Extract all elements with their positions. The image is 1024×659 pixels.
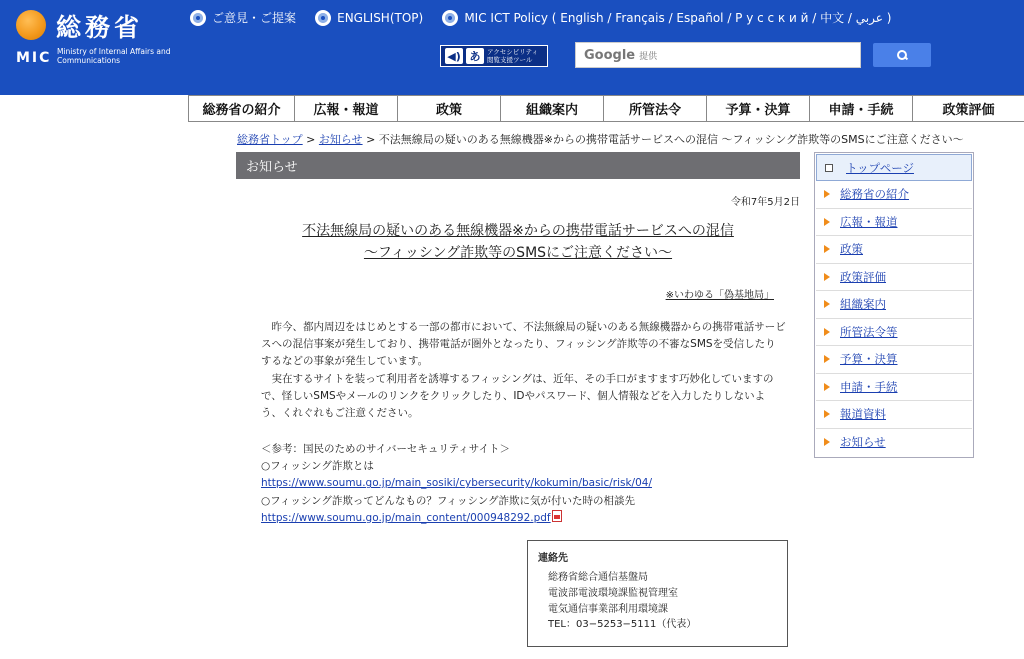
hiragana-a-icon: あ [466,48,484,64]
sidebar-item-evaluation[interactable] [816,264,972,292]
arrow-right-icon [824,300,830,308]
sidebar-item-label: 予算・決算 [840,352,898,367]
contact-line: 総務省総合通信基盤局 [548,572,648,583]
arrow-right-icon [824,328,830,336]
pdf-icon [552,510,562,522]
reference-heading: ＜参考：国民のためのサイバーセキュリティサイト＞ [261,443,511,455]
sidebar-item-label: お知らせ [840,435,886,450]
sidebar-item-about[interactable] [816,181,972,209]
sidebar-item-label: 所管法令等 [840,324,898,339]
nav-item-policy[interactable]: 政策 [397,96,500,121]
reference-link-phishing[interactable]: https://www.soumu.go.jp/main_sosiki/cybersecurity/kokumin/basic/risk/04/ [261,477,652,490]
sidebar-item-news[interactable] [816,429,972,457]
accessibility-tool-button[interactable] [440,45,548,67]
breadcrumb-news-link[interactable]: お知らせ [318,133,363,146]
breadcrumb-home-link[interactable]: 総務省トップ [237,133,303,146]
nav-item-laws[interactable]: 所管法令 [603,96,706,121]
sidebar-item-label: 広報・報道 [840,214,898,229]
opinion-link-label: ご意見・ご提案 [212,11,297,25]
sidebar-item-applications[interactable] [816,374,972,402]
site-header [0,0,1024,95]
sidebar-item-label: 組織案内 [840,297,886,312]
logo-abbr: MIC [16,50,52,66]
nav-item-evaluation[interactable]: 政策評価 [912,96,1024,121]
radio-bullet-icon [315,10,331,26]
arrow-right-icon [824,438,830,446]
ict-policy-link[interactable] [442,9,891,26]
reference-section [261,441,801,527]
search-placeholder: 提供 [639,51,658,62]
arrow-right-icon [824,218,830,226]
arrow-right-icon [824,410,830,418]
sidebar-item-label: 総務省の紹介 [840,187,909,202]
body-paragraph: 昨今、都内周辺をはじめとする一部の都市において、不法無線局の疑いのある無線機器からの携帯電話サービスへの混信事案が発生しており、携帯電話が圏外となったり、フィッシング詐欺等の不審なSMSを受信したりするなどの事象が発生しています。 [261,321,786,368]
arrow-right-icon [824,273,830,281]
fake-base-station-note: ※いわゆる「偽基地局」 [665,290,774,301]
contact-heading: 連絡先 [538,553,568,564]
accessibility-tool-line1: アクセシビリティ [487,48,539,56]
reference-label: ○フィッシング詐欺とは [261,460,374,473]
search-icon [897,50,908,61]
page-title [236,220,800,264]
sidebar-item-label: 政策 [840,242,863,257]
arrow-right-icon [824,190,830,198]
sidebar-item-policy[interactable] [816,236,972,264]
sidebar-item-top[interactable] [816,154,972,181]
breadcrumb-separator: > [306,133,316,146]
ict-policy-link-label: MIC ICT Policy ( English / Français / Español / Р у с с к и й / 中文 / عربي ) [464,11,892,25]
section-heading: お知らせ [236,152,800,179]
accessibility-tool-label [487,48,538,64]
google-brand-label: Google [584,47,636,63]
publish-date: 令和7年5月2日 [730,197,800,208]
breadcrumb-current: 不法無線局の疑いのある無線機器※からの携帯電話サービスへの混信 〜フィッシング詐欺等のSMSにご注意ください〜 [378,133,964,146]
sidebar-item-budget[interactable] [816,346,972,374]
radio-bullet-icon [190,10,206,26]
breadcrumb-separator: > [366,133,376,146]
contact-line: 電波部電波環境課監視管理室 [548,587,678,599]
sidebar-item-label: 政策評価 [840,269,886,284]
opinion-link[interactable] [190,9,296,26]
sidebar-item-laws[interactable] [816,319,972,347]
sidebar-item-label: 報道資料 [840,407,886,422]
reference-link-pdf[interactable]: https://www.soumu.go.jp/main_content/000948292.pdf [261,511,551,524]
accessibility-tool-line2: 閲覧支援ツール [487,56,533,64]
radio-bullet-icon [442,10,458,26]
logo-kanji: 総務省 [56,13,144,42]
logo-sun-icon [16,10,46,40]
square-bullet-icon [825,164,833,172]
sidebar-item-press-releases[interactable] [816,401,972,429]
search-input[interactable] [575,42,861,68]
nav-item-applications[interactable]: 申請・手続 [809,96,912,121]
mic-logo[interactable] [14,8,184,68]
breadcrumb [237,131,964,147]
speaker-icon: ◀) [445,48,463,64]
page-title-line2: 〜フィッシング詐欺等のSMSにご注意ください〜 [363,245,673,261]
sidebar [814,152,974,458]
sidebar-item-organization[interactable] [816,291,972,319]
arrow-right-icon [824,355,830,363]
page-title-line1: 不法無線局の疑いのある無線機器※からの携帯電話サービスへの混信 [302,223,734,239]
sidebar-item-press[interactable] [816,209,972,237]
header-top-links [190,9,905,29]
nav-item-budget[interactable]: 予算・決算 [706,96,809,121]
english-top-link-label: ENGLISH(TOP) [337,10,424,25]
reference-label: ○フィッシング詐欺ってどんなもの？フィッシング詐欺に気が付いた時の相談先 [261,494,636,507]
nav-item-about[interactable]: 総務省の紹介 [188,96,294,121]
contact-box [527,540,788,647]
sidebar-item-label: トップページ [846,160,914,175]
arrow-right-icon [824,245,830,253]
arrow-right-icon [824,383,830,391]
contact-line: 電気通信事業部利用環境課 [548,603,668,615]
logo-ministry-name: Ministry of Internal Affairs and Communications [57,47,171,65]
sidebar-item-label: 申請・手続 [840,379,898,394]
body-paragraph: 実在するサイトを装って利用者を誘導するフィッシングは、近年、その手口がますます巧妙化していますので、怪しいSMSやメールのリンクをクリックしたり、IDやパスワード、個人情報などを入力したりしないよう、くれぐれもご注意ください。 [261,372,774,420]
search-button[interactable] [873,43,931,67]
article-body [261,319,786,422]
english-top-link[interactable] [315,10,423,26]
global-nav [188,95,1024,122]
nav-item-organization[interactable]: 組織案内 [500,96,603,121]
nav-item-press[interactable]: 広報・報道 [294,96,397,121]
contact-line: TEL：03−5253−5111（代表） [548,619,697,631]
